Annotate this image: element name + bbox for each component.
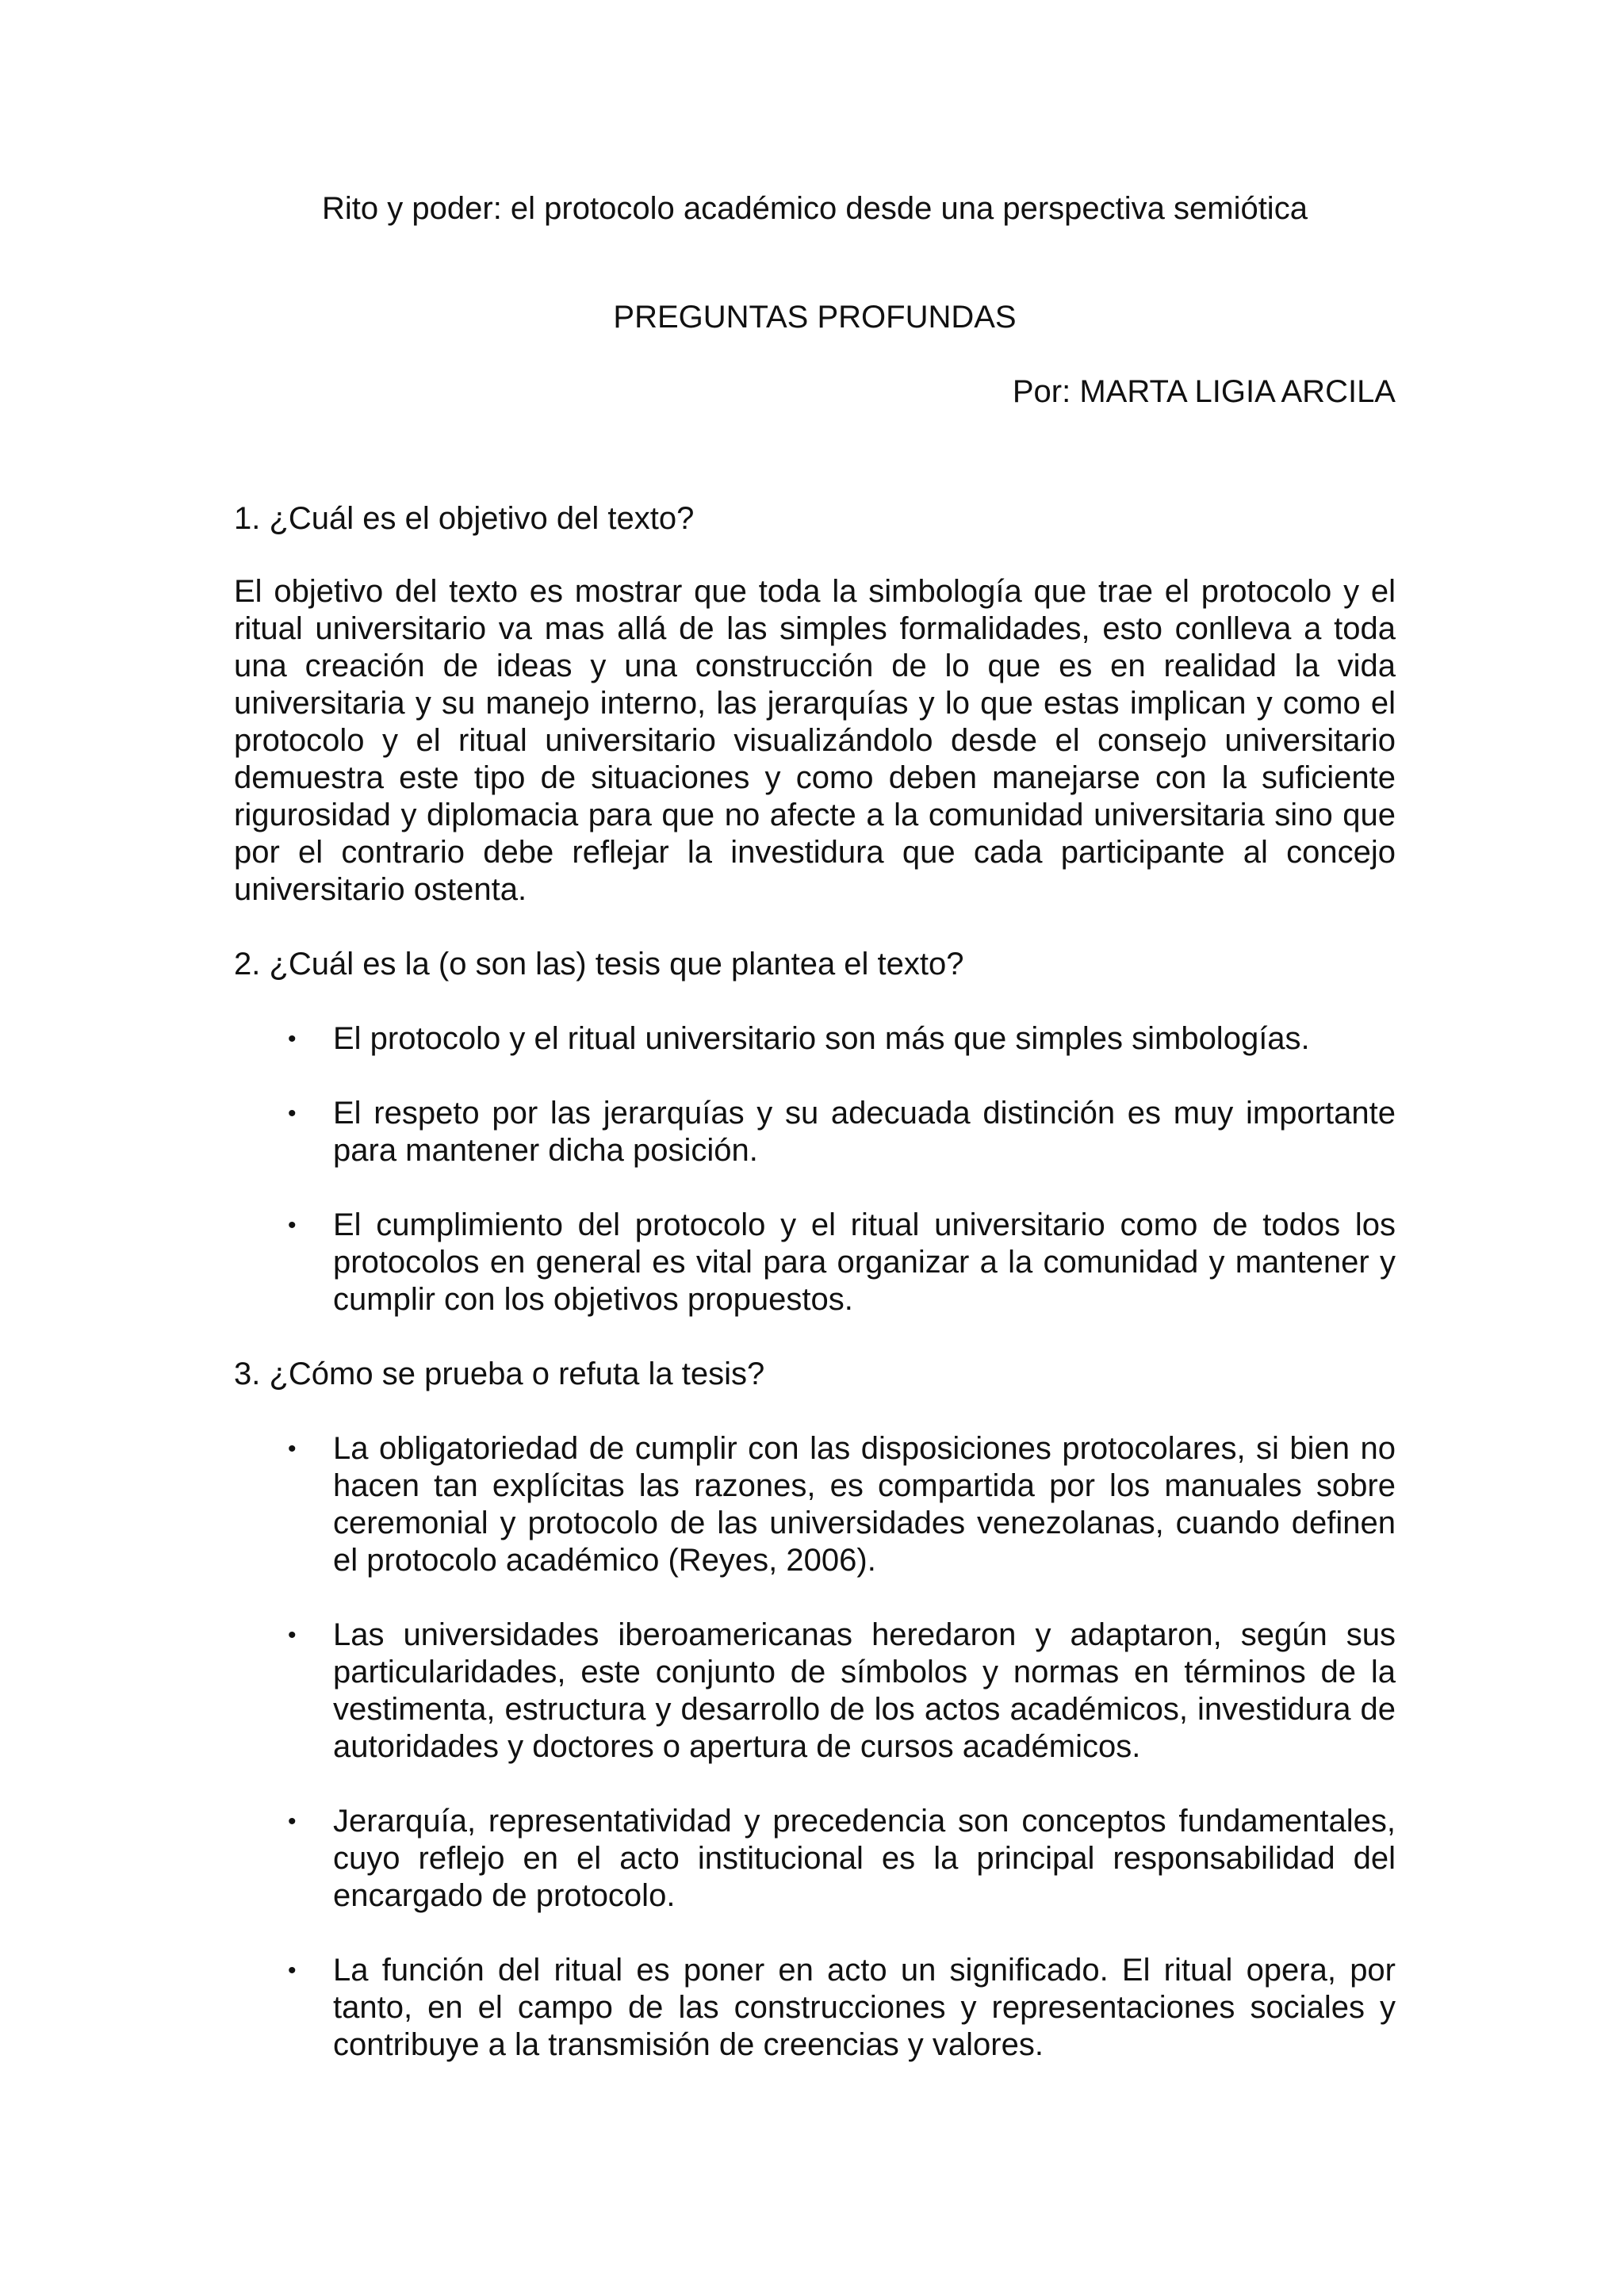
- list-item: [234, 1617, 1396, 1766]
- list-item: [234, 1020, 1396, 1058]
- bullet-icon: •: [288, 1436, 297, 1462]
- bullet-icon: •: [288, 1100, 297, 1127]
- list-item-text: Las universidades iberoamericanas heredaron y adaptaron, según sus particularidades, este conjunto de símbolos y normas en términos de la vestimenta, estructura y desarrollo de los actos académicos, investidura de autoridades y doctores o apertura de cursos académicos.: [333, 1617, 1396, 1764]
- answer-1-paragraph: El objetivo del texto es mostrar que toda la simbología que trae el protocolo y el ritual universitario va mas allá de las simples formalidades, esto conlleva a toda una creación de ideas y una construcción de lo que es en realidad la vida universitaria y su manejo interno, las jerarquías y lo que estas implican y como el protocolo y el ritual universitario visualizándolo desde el consejo universitario demuestra este tipo de situaciones y como deben manejarse con la suficiente rigurosidad y diplomacia para que no afecte a la comunidad universitaria sino que por el contrario debe reflejar la investidura que cada participante al concejo universitario ostenta.: [234, 574, 1396, 907]
- list-item: [234, 1430, 1396, 1579]
- list-item-text: La función del ritual es poner en acto un significado. El ritual opera, por tanto, en el campo de las construcciones y representaciones sociales y contribuye a la transmisión de creencias y valores.: [333, 1953, 1396, 2062]
- bullet-icon: •: [288, 1957, 297, 1984]
- list-item-text: El protocolo y el ritual universitario son más que simples simbologías.: [333, 1021, 1310, 1056]
- list-item-text: La obligatoriedad de cumplir con las disposiciones protocolares, si bien no hacen tan explícitas las razones, es compartida por los manuales sobre ceremonial y protocolo de las universidades venezolanas, cuando definen el protocolo académico (Reyes, 2006).: [333, 1431, 1396, 1578]
- list-item-text: El cumplimiento del protocolo y el ritual universitario como de todos los protocolos en general es vital para organizar a la comunidad y mantener y cumplir con los objetivos propuestos.: [333, 1207, 1396, 1317]
- list-item-text: Jerarquía, representatividad y precedencia son conceptos fundamentales, cuyo reflejo en el acto institucional es la principal responsabilidad del encargado de protocolo.: [333, 1804, 1396, 1913]
- question-3: 3. ¿Cómo se prueba o refuta la tesis?: [234, 1357, 765, 1391]
- list-item: [234, 1952, 1396, 2064]
- list-item: [234, 1207, 1396, 1318]
- question-2: 2. ¿Cuál es la (o son las) tesis que plantea el texto?: [234, 947, 964, 982]
- list-item: [234, 1095, 1396, 1169]
- bullet-icon: •: [288, 1622, 297, 1648]
- bullet-icon: •: [288, 1026, 297, 1052]
- document-author: Por: MARTA LIGIA ARCILA: [1012, 374, 1396, 409]
- bullet-icon: •: [288, 1808, 297, 1835]
- document-body: [234, 190, 1396, 2101]
- document-title: Rito y poder: el protocolo académico desde una perspectiva semiótica: [322, 191, 1308, 226]
- document-subtitle: PREGUNTAS PROFUNDAS: [613, 300, 1017, 335]
- question-1: 1. ¿Cuál es el objetivo del texto?: [234, 501, 695, 536]
- evidence-list: [234, 1430, 1396, 2064]
- list-item: [234, 1803, 1396, 1915]
- list-item-text: El respeto por las jerarquías y su adecuada distinción es muy importante para mantener dicha posición.: [333, 1096, 1396, 1168]
- bullet-icon: •: [288, 1212, 297, 1238]
- thesis-list: [234, 1020, 1396, 1318]
